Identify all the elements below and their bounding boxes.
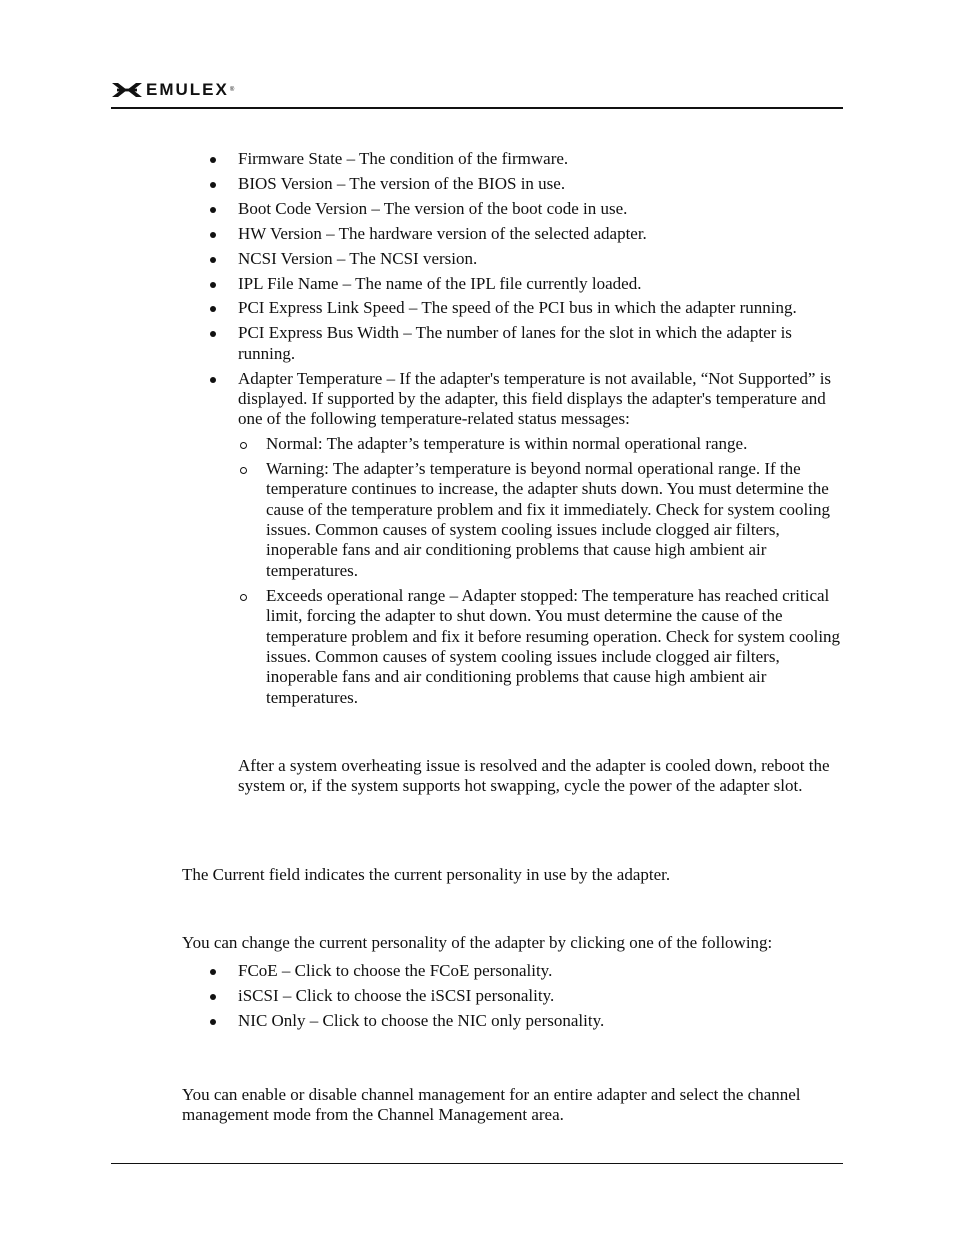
bullet-icon [210,1019,216,1025]
bullet-icon [210,207,216,213]
circle-bullet-icon [240,442,247,449]
adapter-temperature-item: Adapter Temperature – If the adapter's temperature is not available, “Not Supported” is displayed. If supported by the adapter, this field displays the adapter's temperature and one of the following temperature-related status messages: Normal: The adapter’s temperature is within normal operational range. Warning: The adapter’s temperature is beyond normal operational range. If the temperature continues to increase, the adapter shuts down. You must determine the cause of the temperature problem and fix it immediately. Check for system cooling issues. Common causes of system cooling issues include clogged air filters, inoperable fans and air conditioning problems that cause high ambient air temperatures. Exceeds operational range – Adapter stopped: The temperature has reached critical limit, forcing the adapter to shut down. You must determine the cause of the temperature problem and fix it before resuming operation. Check for system cooling issues. Common causes of system cooling issues include clogged air filters, inoperable fans and air conditioning problems that cause high ambient air temperatures. [0,369,954,709]
list-item: Firmware State – The condition of the firmware. [0,149,954,169]
page-header [111,80,843,110]
bullet-icon [210,306,216,312]
list-item: HW Version – The hardware version of the selected adapter. [0,224,954,244]
bullet-icon [210,331,216,337]
list-item: iSCSI – Click to choose the iSCSI personality. [0,986,954,1006]
list-item: IPL File Name – The name of the IPL file currently loaded. [0,274,954,294]
personality-list [0,961,954,1036]
list-item: Boot Code Version – The version of the boot code in use. [0,199,954,219]
bullet-icon [210,182,216,188]
list-item: FCoE – Click to choose the FCoE personality. [0,961,954,981]
circle-bullet-icon [240,467,247,474]
bullet-icon [210,969,216,975]
header-divider [111,107,843,109]
list-item: Exceeds operational range – Adapter stopped: The temperature has reached critical limit, forcing the adapter to shut down. You must determine the cause of the temperature problem and fix it before resuming operation. Check for system cooling issues. Common causes of system cooling issues include clogged air filters, inoperable fans and air conditioning problems that cause high ambient air temperatures. [238,586,850,708]
temperature-status-list [238,434,844,708]
overheat-note: After a system overheating issue is resolved and the adapter is cooled down, reboot the system or, if the system supports hot swapping, cycle the power of the adapter slot. [238,756,830,796]
list-item: PCI Express Bus Width – The number of lanes for the slot in which the adapter is running. [0,323,954,364]
bullet-icon [210,232,216,238]
list-item: Warning: The adapter’s temperature is beyond normal operational range. If the temperature continues to increase, the adapter shuts down. You must determine the cause of the temperature problem and fix it immediately. Check for system cooling issues. Common causes of system cooling issues include clogged air filters, inoperable fans and air conditioning problems that cause high ambient air temperatures. [238,459,850,581]
list-item: NCSI Version – The NCSI version. [0,249,954,269]
emulex-logo [111,80,234,100]
bullet-icon [210,257,216,263]
bullet-icon [210,157,216,163]
current-field-paragraph: The Current field indicates the current personality in use by the adapter. [182,865,671,884]
footer-divider [111,1163,843,1164]
bullet-icon [210,994,216,1000]
bullet-icon [210,282,216,288]
channel-management-paragraph: You can enable or disable channel management for an entire adapter and select the channel management mode from the Channel Management area. [182,1085,801,1125]
list-item: NIC Only – Click to choose the NIC only personality. [0,1011,954,1031]
list-item: PCI Express Link Speed – The speed of the PCI bus in which the adapter running. [0,298,954,318]
list-item: Normal: The adapter’s temperature is within normal operational range. [238,434,850,454]
list-item: BIOS Version – The version of the BIOS in use. [0,174,954,194]
emulex-logo-text: EMULEX [146,80,229,99]
circle-bullet-icon [240,594,247,601]
adapter-info-list [0,149,954,713]
bullet-icon [210,377,216,383]
change-personality-paragraph: You can change the current personality of the adapter by clicking one of the following: [182,933,773,952]
logo-trademark: ® [229,87,235,93]
emulex-logo-mark-icon [111,81,143,99]
